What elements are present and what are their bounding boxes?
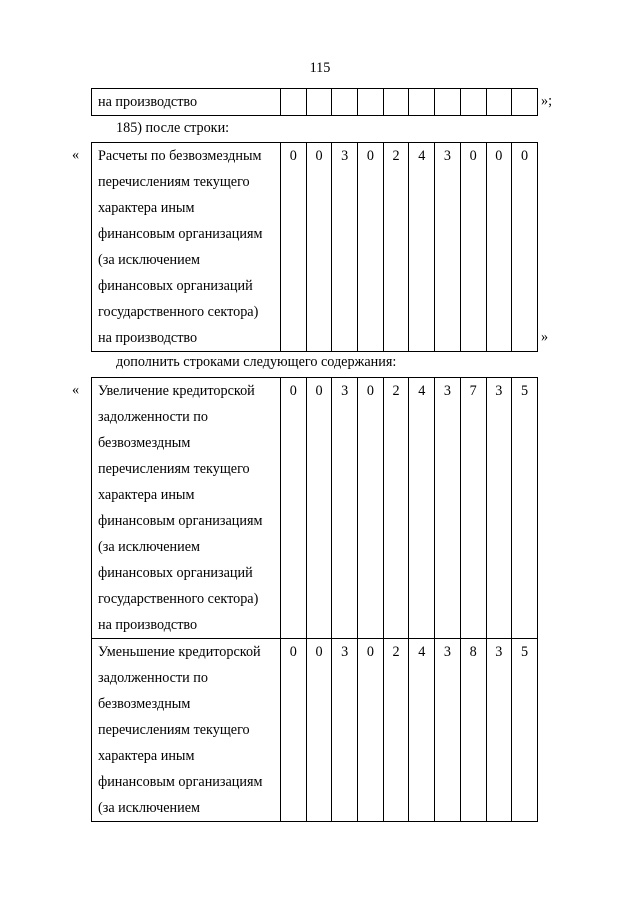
code-digit: 4 <box>409 143 435 352</box>
code-digit <box>306 89 332 116</box>
code-digit: 3 <box>435 378 461 639</box>
code-digit: 7 <box>460 378 486 639</box>
code-digit: 2 <box>383 143 409 352</box>
row-name-line: (за исключением <box>98 539 200 555</box>
code-digit: 3 <box>486 639 512 822</box>
row-name-line: задолженности по <box>98 409 208 425</box>
code-table-anchor <box>91 142 538 352</box>
row-name-line: безвозмездным <box>98 435 191 451</box>
closing-quote: »; <box>541 93 553 109</box>
code-digit: 3 <box>332 378 358 639</box>
code-digit: 3 <box>486 378 512 639</box>
row-name-line: Расчеты по безвозмездным <box>98 148 262 164</box>
row-name-line: финансовым организациям <box>98 226 263 242</box>
code-digit: 0 <box>281 143 307 352</box>
row-name-line: характера иным <box>98 487 195 503</box>
row-name-line: перечислениям текущего <box>98 174 250 190</box>
code-digit: 2 <box>383 378 409 639</box>
code-digit: 8 <box>460 639 486 822</box>
table-row <box>92 378 538 639</box>
code-digit: 0 <box>486 143 512 352</box>
code-digit: 3 <box>332 639 358 822</box>
code-digit <box>383 89 409 116</box>
code-digit: 0 <box>281 378 307 639</box>
add-rows-text: дополнить строками следующего содержания: <box>116 354 397 370</box>
code-digit: 0 <box>306 143 332 352</box>
code-digit: 0 <box>306 378 332 639</box>
code-digit: 5 <box>512 378 538 639</box>
code-digit <box>512 89 538 116</box>
row-name-cell <box>92 639 281 822</box>
row-name-line: (за исключением <box>98 800 200 816</box>
row-name-line: государственного сектора) <box>98 591 259 607</box>
opening-quote: « <box>72 147 80 163</box>
code-digit: 4 <box>409 378 435 639</box>
row-name-cell <box>92 378 281 639</box>
code-digit <box>460 89 486 116</box>
table-row <box>92 143 538 352</box>
row-name-cell <box>92 143 281 352</box>
row-name-line: финансовых организаций <box>98 565 253 581</box>
code-digit: 0 <box>358 378 384 639</box>
row-name-line: характера иным <box>98 200 195 216</box>
table-row <box>92 89 538 116</box>
table-row <box>92 639 538 822</box>
code-digit: 3 <box>332 143 358 352</box>
code-digit: 4 <box>409 639 435 822</box>
code-digit: 0 <box>460 143 486 352</box>
code-digit <box>332 89 358 116</box>
code-digit <box>281 89 307 116</box>
row-name-line: (за исключением <box>98 252 200 268</box>
row-name-line: финансовым организациям <box>98 513 263 529</box>
row-name-line: на производство <box>98 617 198 633</box>
row-name-line: на производство <box>98 330 198 346</box>
row-name-line: Уменьшение кредиторской <box>98 644 261 660</box>
code-digit <box>486 89 512 116</box>
row-name-line: безвозмездным <box>98 696 191 712</box>
row-name-line: государственного сектора) <box>98 304 259 320</box>
code-digit: 5 <box>512 639 538 822</box>
opening-quote: « <box>72 382 80 398</box>
code-digit: 0 <box>281 639 307 822</box>
row-name-line: задолженности по <box>98 670 208 686</box>
row-name-line: на производство <box>98 94 198 110</box>
row-name-line: финансовым организациям <box>98 774 263 790</box>
row-name-line: финансовых организаций <box>98 278 253 294</box>
item-185-text: 185) после строки: <box>116 120 230 136</box>
code-digit: 3 <box>435 639 461 822</box>
row-name-cell <box>92 89 281 116</box>
code-digit <box>358 89 384 116</box>
code-digit: 3 <box>435 143 461 352</box>
code-digit: 0 <box>512 143 538 352</box>
code-digit: 2 <box>383 639 409 822</box>
code-digit: 0 <box>306 639 332 822</box>
code-digit: 0 <box>358 143 384 352</box>
closing-quote: » <box>541 329 549 345</box>
page-number: 115 <box>309 60 331 76</box>
code-digit: 0 <box>358 639 384 822</box>
row-name-line: характера иным <box>98 748 195 764</box>
row-name-line: перечислениям текущего <box>98 722 250 738</box>
row-name-line: Увеличение кредиторской <box>98 383 255 399</box>
code-table-previous <box>91 88 538 116</box>
code-digit <box>435 89 461 116</box>
row-name-line: перечислениям текущего <box>98 461 250 477</box>
code-digit <box>409 89 435 116</box>
code-table-new <box>91 377 538 822</box>
